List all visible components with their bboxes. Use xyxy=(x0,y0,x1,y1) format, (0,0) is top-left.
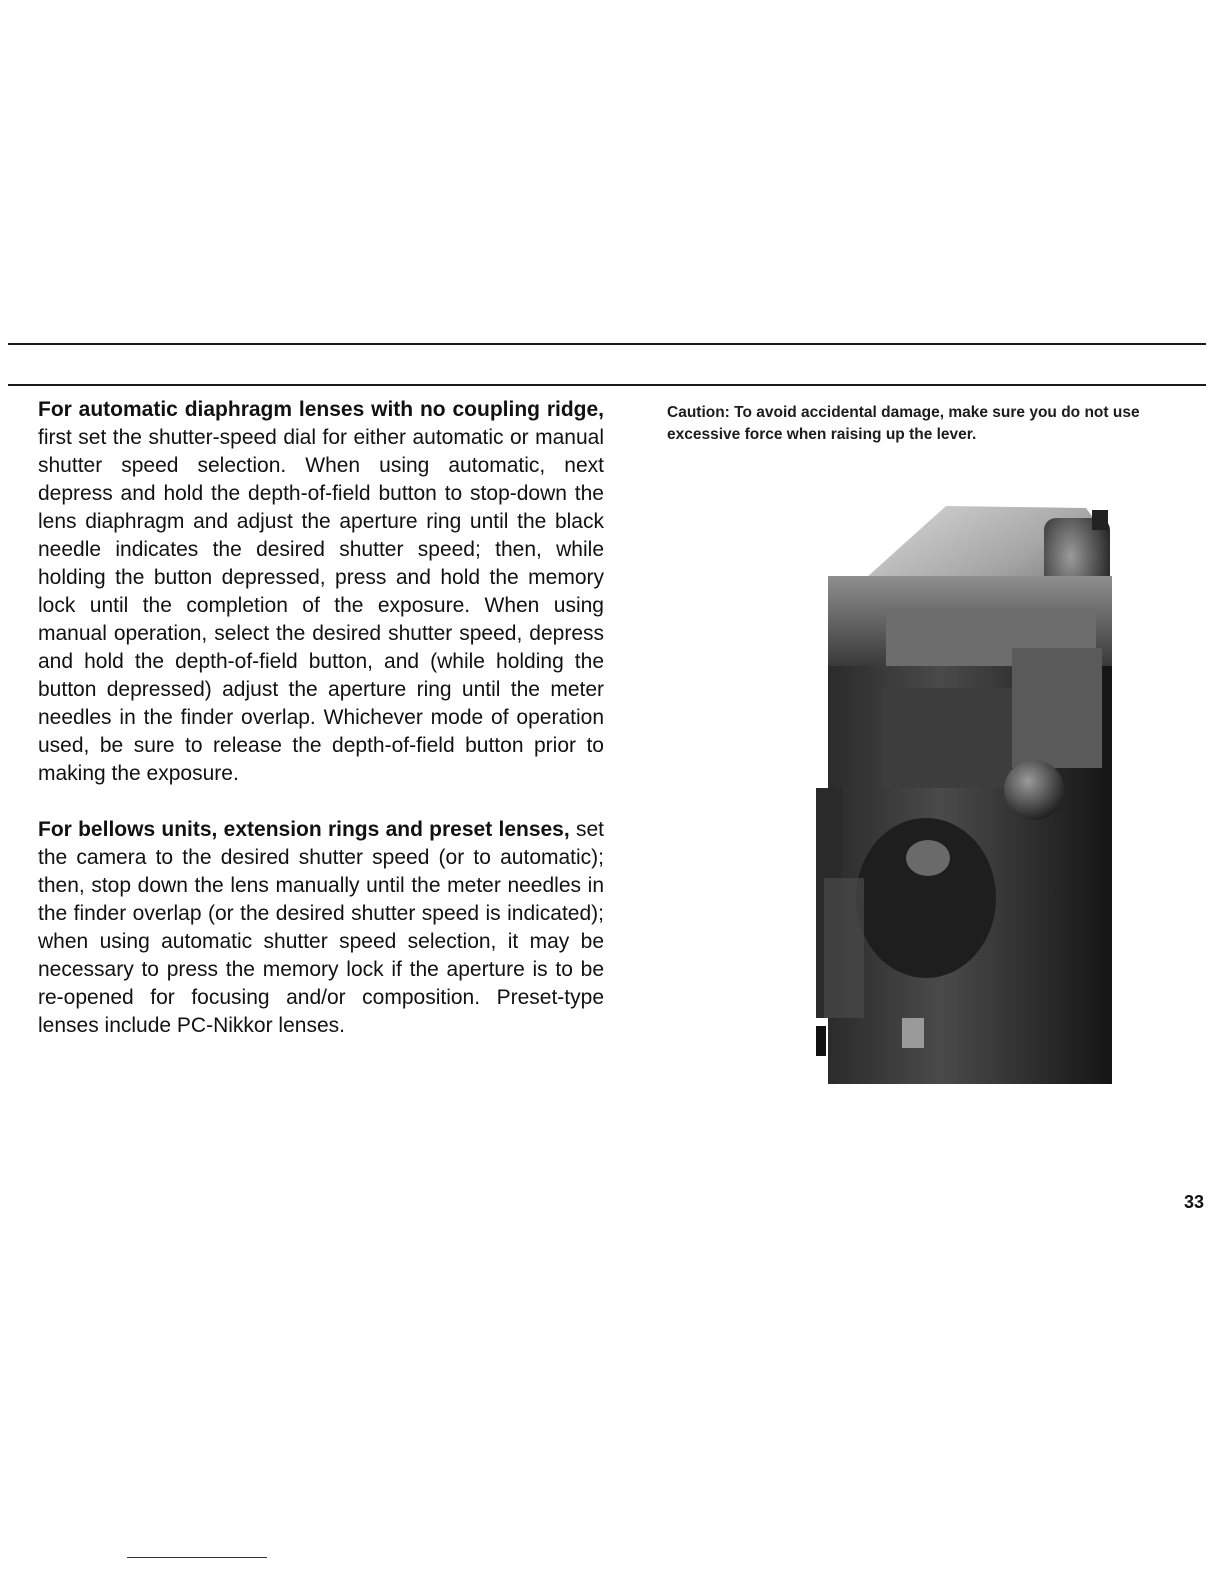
top-divider xyxy=(8,343,1206,345)
paragraph-body: set the camera to the desired shutter speed (or to automatic); then, stop down the lens manually until the meter needles in the finder overlap (or the desired shutter speed is indicated); when using automatic shutter speed selection, it may be necessary to press the memory lock if the aperture is to be re-opened for focusing and/or composition. Preset-type lenses include PC-Nikkor lenses. xyxy=(38,818,604,1037)
paragraph-automatic-diaphragm xyxy=(38,396,604,788)
body-text-column xyxy=(38,396,604,1040)
footer-divider xyxy=(127,1557,267,1558)
camera-photo xyxy=(816,498,1112,1084)
section-divider xyxy=(8,384,1206,386)
paragraph-body: first set the shutter-speed dial for either automatic or manual shutter speed selection. When using automatic, next depress and hold the depth-of-field button to stop-down the lens diaphragm and adjust the aperture ring until the black needle indicates the desired shutter speed; then, while holding the button depressed, press and hold the memory lock until the completion of the exposure. When using manual operation, select the desired shutter speed, depress and hold the depth-of-field button, and (while holding the button depressed) adjust the aperture ring until the meter needles in the finder overlap. Whichever mode of operation used, be sure to release the depth-of-field button prior to making the exposure. xyxy=(38,426,604,785)
paragraph-lead: For bellows units, extension rings and preset lenses, xyxy=(38,818,570,841)
paragraph-lead: For automatic diaphragm lenses with no coupling ridge, xyxy=(38,398,604,421)
caution-note: Caution: To avoid accidental damage, make sure you do not use excessive force when raising up the lever. xyxy=(667,404,1140,443)
paragraph-bellows-units xyxy=(38,816,604,1040)
page-number: 33 xyxy=(1183,1192,1204,1212)
